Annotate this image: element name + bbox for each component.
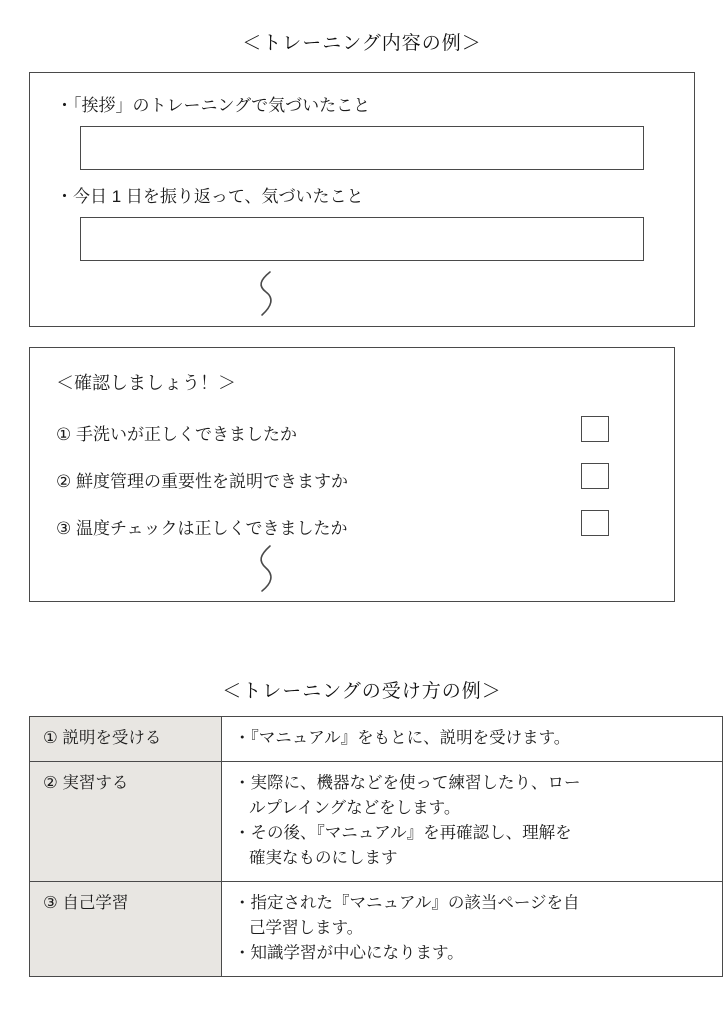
checkbox-3[interactable] [581,510,609,536]
check-item-1-label: ① 手洗いが正しくできましたか [56,425,297,444]
check-item-2-label: ② 鮮度管理の重要性を説明できますか [56,472,348,491]
checkbox-2[interactable] [581,463,609,489]
confirmation-check-box [29,347,675,602]
table-cell-description [222,717,723,762]
table-cell-step: ① 説明を受ける [30,717,222,762]
training-question-1: ・「挨拶」のトレーニングで気づいたこと [56,96,371,115]
page-title-training-example: ＜トレーニング内容の例＞ [242,33,482,54]
description-line: ・知識学習が中心になります。 [234,944,464,962]
table-cell-description [222,882,723,977]
table-cell-step: ③ 自己学習 [30,882,222,977]
checkbox-1[interactable] [581,416,609,442]
description-line: 確実なものにします [249,849,398,867]
description-line: ・その後、『マニュアル』を再確認し、理解を [234,824,572,842]
description-line: ・指定された『マニュアル』の該当ページを自 [234,894,580,912]
continuation-squiggle-icon-2 [248,544,288,594]
table-row [30,882,723,977]
check-item-3-label: ③ 温度チェックは正しくできましたか [56,519,348,538]
table-cell-description [222,762,723,882]
table-row [30,717,723,762]
training-question-2: ・今日 1 日を振り返って、気づいたこと [56,187,364,206]
page-title-how-to-example: ＜トレーニングの受け方の例＞ [222,681,502,702]
description-line: 己学習します。 [249,919,364,937]
description-line: ・『マニュアル』をもとに、説明を受けます。 [234,729,571,747]
description-line: ルプレイングなどをします。 [249,799,461,817]
answer-field-1[interactable] [80,126,644,170]
table-row [30,762,723,882]
training-content-box [29,72,695,327]
how-to-train-table [29,716,723,977]
continuation-squiggle-icon [248,270,288,318]
description-line: ・実際に、機器などを使って練習したり、ロー [234,774,581,792]
answer-field-2[interactable] [80,217,644,261]
check-box-title: ＜確認しましょう！＞ [56,373,236,393]
table-cell-step: ② 実習する [30,762,222,882]
